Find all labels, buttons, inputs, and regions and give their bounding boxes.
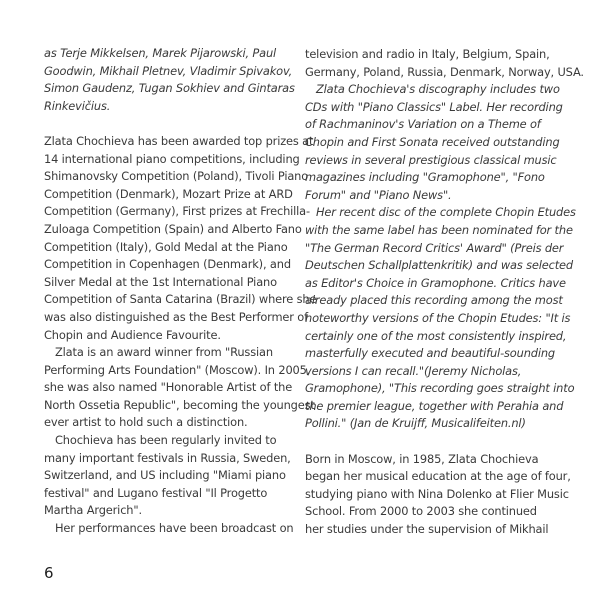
text-line: Germany, Poland, Russia, Denmark, Norway, USA. (305, 64, 584, 79)
text-line: Deutschen Schallplattenkritik) and was selected (305, 258, 573, 273)
text-line: studying piano with Nina Dolenko at Flier Music (305, 486, 569, 501)
text-line: television and radio in Italy, Belgium, Spain, (305, 47, 550, 61)
text-line: as Terje Mikkelsen, Marek Pijarowski, Paul (44, 46, 277, 60)
text-line: Silver Medal at the 1st International Piano (44, 274, 277, 289)
text-line: Performing Arts Foundation" (Moscow). In 2005, (44, 362, 311, 377)
text-line: CDs with "Piano Classics" Label. Her recording (305, 99, 563, 114)
text-line: Competition (Italy), Gold Medal at the Piano (44, 239, 288, 254)
text-line: her studies under the supervision of Mikhail (305, 522, 549, 537)
text-line: as Editor's Choice in Gramophone. Critics have (305, 275, 566, 290)
left-text-column (44, 45, 317, 538)
text-line: she was also named "Honorable Artist of the (44, 380, 293, 395)
text-line: Forum" and "Piano News". (305, 187, 452, 202)
text-line: Born in Moscow, in 1985, Zlata Chochieva (305, 451, 539, 466)
text-line: masterfully executed and beautiful-sounding (305, 346, 556, 361)
text-line: noteworthy versions of the Chopin Etudes: "It is (305, 310, 571, 325)
text-line: with the same label has been nominated for the (305, 222, 573, 237)
paragraph-gap (305, 433, 567, 451)
text-line: Switzerland, and US including "Miami piano (44, 468, 286, 483)
text-line: was also distinguished as the Best Performer of (44, 309, 308, 324)
text-line: Shimanovsky Competition (Poland), Tivoli Piano (44, 169, 309, 184)
text-line: School. From 2000 to 2003 she continued (305, 504, 537, 519)
text-line: certainly one of the most consistently inspired, (305, 328, 567, 343)
text-line: Rinkevičius. (44, 98, 111, 113)
text-line: Competition in Copenhagen (Denmark), and (44, 257, 291, 272)
text-line: Competition (Denmark), Mozart Prize at ARD (44, 186, 293, 201)
text-line: Goodwin, Mikhail Pletnev, Vladimir Spivakov, (44, 63, 293, 78)
text-line: 14 international piano competitions, including (44, 151, 300, 166)
text-line: Competition of Santa Catarina (Brazil) where she (44, 292, 317, 307)
text-line: Zlata is an award winner from "Russian (55, 345, 273, 360)
text-line: ever artist to hold such a distinction. (44, 415, 248, 430)
text-line: began her musical education at the age of four, (305, 469, 571, 484)
text-line: Competition (Germany), First prizes at Frechilla- (44, 204, 310, 219)
text-line: Chochieva has been regularly invited to (55, 433, 277, 448)
text-line: already placed this recording among the most (305, 293, 563, 308)
text-line: festival" and Lugano festival "Il Progetto (44, 485, 268, 500)
text-line: Simon Gaudenz, Tugan Sokhiev and Gintaras (44, 81, 295, 96)
right-text-column (305, 46, 584, 539)
text-line: Chopin and Audience Favourite. (44, 327, 221, 342)
text-line: Martha Argerich". (44, 503, 142, 518)
text-line: Zlata Chochieva has been awarded top prizes at (44, 133, 314, 148)
text-line: reviews in several prestigious classical music (305, 152, 557, 167)
text-line: Her performances have been broadcast on (55, 521, 294, 536)
text-line: North Ossetia Republic", becoming the youngest (44, 397, 315, 412)
text-line: Zlata Chochieva's discography includes two (316, 82, 560, 97)
text-line: the premier league, together with Perahia and (305, 398, 564, 413)
text-line: many important festivals in Russia, Sweden, (44, 450, 291, 465)
text-line: magazines including "Gramophone", "Fono (305, 170, 545, 185)
text-line: Chopin and First Sonata received outstanding (305, 134, 560, 149)
text-line: Gramophone), "This recording goes straight into (305, 381, 575, 396)
text-line: "The German Record Critics' Award" (Preis der (305, 240, 564, 255)
text-line: Her recent disc of the complete Chopin Etudes (316, 205, 576, 220)
text-line: Zuloaga Competition (Spain) and Alberto Fano (44, 221, 302, 236)
page-number: 6 (44, 564, 54, 582)
text-line: of Rachmaninov's Variation on a Theme of (305, 117, 541, 132)
text-line: versions I can recall."(Jeremy Nicholas, (305, 363, 522, 378)
paragraph-gap (44, 115, 306, 133)
text-line: Pollini." (Jan de Kruijff, Musicalifeiten.nl) (305, 416, 526, 431)
